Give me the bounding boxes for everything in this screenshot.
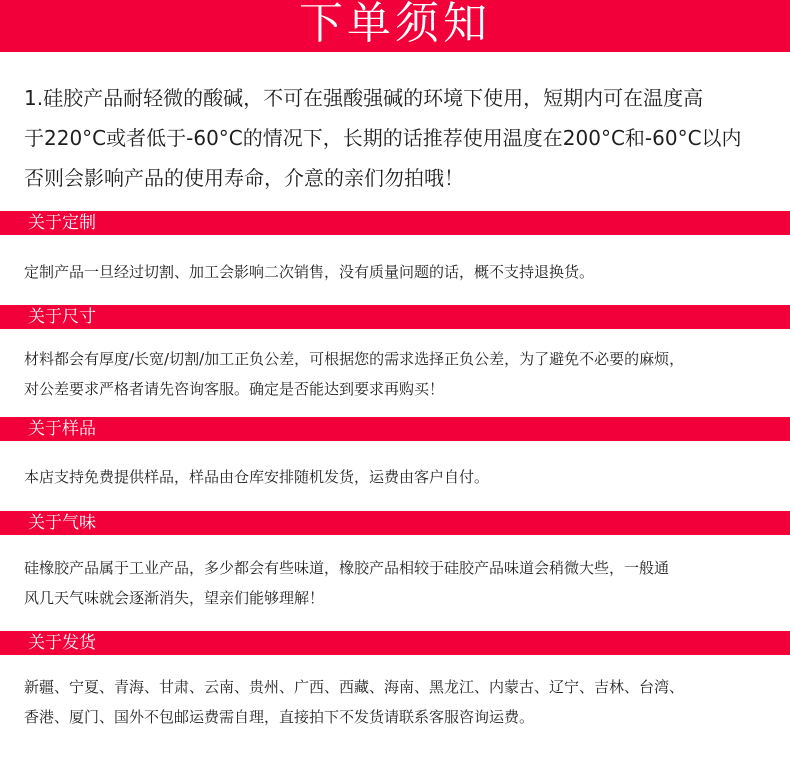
- section-line: 本店支持免费提供样品，样品由仓库安排随机发货，运费由客户自付。: [24, 468, 490, 486]
- section-line: 对公差要求严格者请先咨询客服。确定是否能达到要求再购买！: [24, 380, 445, 398]
- section-body-odor: [24, 553, 786, 613]
- section-header-odor: [0, 511, 790, 535]
- intro-notice: [24, 78, 784, 198]
- page-title: 下单须知: [299, 0, 491, 49]
- section-line: 香港、厦门、国外不包邮运费需自理，直接拍下不发货请联系客服咨询运费。: [24, 708, 535, 726]
- section-label: 关于尺寸: [28, 307, 96, 327]
- section-line: 新疆、宁夏、青海、甘肃、云南、贵州、广西、西藏、海南、黑龙江、内蒙古、辽宁、吉林、台湾、: [24, 678, 685, 696]
- title-banner: [0, 0, 790, 52]
- section-body-size: [24, 344, 786, 404]
- section-body-shipping: [24, 672, 786, 732]
- section-line: 定制产品一旦经过切割、加工会影响二次销售，没有质量问题的话，概不支持退换货。: [24, 263, 595, 281]
- section-label: 关于定制: [28, 213, 96, 233]
- section-label: 关于发货: [28, 633, 96, 653]
- intro-line: 1.硅胶产品耐轻微的酸碱，不可在强酸强碱的环境下使用，短期内可在温度高: [24, 86, 704, 110]
- section-header-samples: [0, 417, 790, 441]
- section-header-shipping: [0, 631, 790, 655]
- section-header-size: [0, 305, 790, 329]
- section-label: 关于气味: [28, 513, 96, 533]
- section-label: 关于样品: [28, 419, 96, 439]
- section-line: 硅橡胶产品属于工业产品，多少都会有些味道，橡胶产品相较于硅胶产品味道会稍微大些，一般通: [24, 559, 670, 577]
- section-body-customization: [24, 257, 786, 287]
- section-header-customization: [0, 211, 790, 235]
- intro-line: 否则会影响产品的使用寿命，介意的亲们勿拍哦！: [24, 166, 464, 190]
- section-line: 风几天气味就会逐渐消失，望亲们能够理解！: [24, 589, 325, 607]
- intro-line: 于220°C或者低于-60°C的情况下，长期的话推荐使用温度在200°C和-60°C以内: [24, 126, 742, 150]
- section-line: 材料都会有厚度/长宽/切割/加工正负公差，可根据您的需求选择正负公差，为了避免不必要的麻烦，: [24, 350, 685, 368]
- section-body-samples: [24, 462, 786, 492]
